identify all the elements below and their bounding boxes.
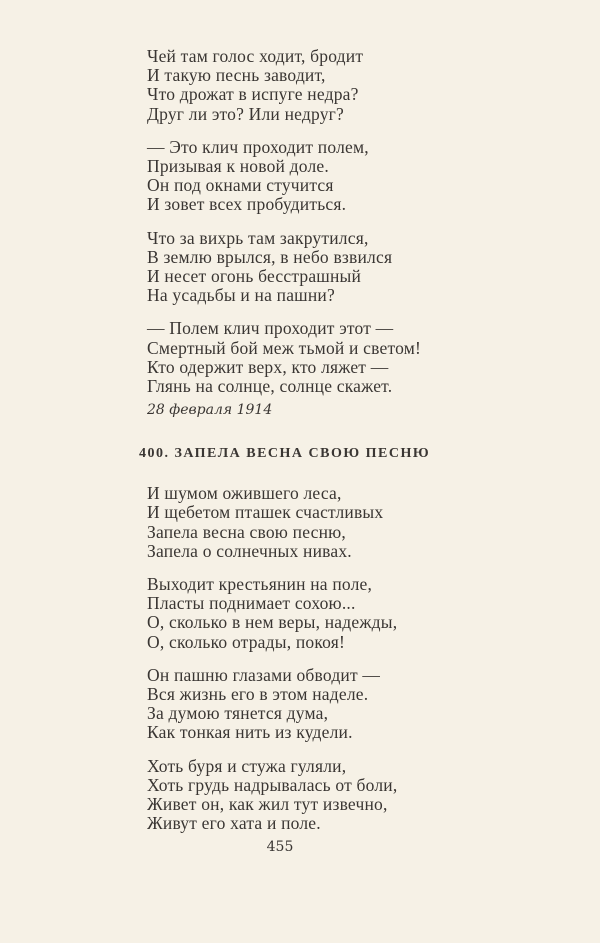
- verse-line: На усадьбы и на пашни?: [147, 285, 335, 306]
- verse-line: И зовет всех пробудиться.: [147, 194, 347, 215]
- verse-line: Кто одержит верх, кто ляжет —: [147, 356, 389, 377]
- stanza: [147, 229, 467, 306]
- stanza: [147, 319, 467, 396]
- verse-line: И несет огонь бесстрашный: [147, 266, 362, 287]
- verse-line: Призывая к новой доле.: [147, 156, 329, 177]
- verse-line: Запела весна свою песню,: [147, 521, 347, 542]
- stanza: [147, 47, 467, 124]
- verse-line: И такую песнь заводит,: [147, 65, 326, 86]
- verse-line: О, сколько отрады, покоя!: [147, 631, 346, 652]
- verse-line: О, сколько в нем веры, надежды,: [147, 612, 398, 633]
- verse-line: — Полем клич проходит этот —: [147, 318, 394, 339]
- verse-line: — Это клич проходит полем,: [147, 136, 369, 157]
- verse-line: Он пашню глазами обводит —: [147, 664, 381, 685]
- poem-date: 28 февраля 1914: [147, 402, 273, 419]
- verse-line: Что дрожат в испуге недра?: [147, 84, 359, 105]
- poem-400: [147, 484, 467, 833]
- verse-line: Глянь на солнце, солнце скажет.: [147, 376, 393, 397]
- verse-line: Запела о солнечных нивах.: [147, 540, 352, 561]
- stanza: [147, 757, 467, 834]
- verse-line: Смертный бой меж тьмой и светом!: [147, 337, 422, 358]
- verse-line: За думою тянется дума,: [147, 703, 329, 724]
- stanza: [147, 138, 467, 215]
- stanza: [147, 484, 467, 561]
- verse-line: Живут его хата и поле.: [147, 813, 321, 834]
- verse-line: Выходит крестьянин на поле,: [147, 574, 373, 595]
- verse-line: Как тонкая нить из кудели.: [147, 722, 353, 743]
- verse-line: И шумом ожившего леса,: [147, 483, 342, 504]
- verse-line: И щебетом пташек счастливых: [147, 502, 384, 523]
- verse-line: Чей там голос ходит, бродит: [147, 46, 364, 66]
- verse-line: Хоть буря и стужа гуляли,: [147, 755, 347, 776]
- verse-line: В землю врылся, в небо взвился: [147, 246, 393, 267]
- poem-continued: [147, 47, 467, 396]
- page-body: [139, 46, 467, 848]
- verse-line: Живет он, как жил тут извечно,: [147, 794, 388, 815]
- verse-line: Пласты поднимает сохою...: [147, 593, 356, 614]
- verse-line: Что за вихрь там закрутился,: [147, 227, 369, 248]
- verse-line: Он под окнами стучится: [147, 175, 334, 196]
- stanza: [147, 666, 467, 743]
- verse-line: Вся жизнь его в этом наделе.: [147, 684, 369, 705]
- page-number: 455: [266, 839, 294, 855]
- verse-line: Хоть грудь надрывалась от боли,: [147, 774, 398, 795]
- verse-line: Друг ли это? Или недруг?: [147, 103, 344, 124]
- poem-title: 400. ЗАПЕЛА ВЕСНА СВОЮ ПЕСНЮ: [139, 446, 431, 462]
- stanza: [147, 575, 467, 652]
